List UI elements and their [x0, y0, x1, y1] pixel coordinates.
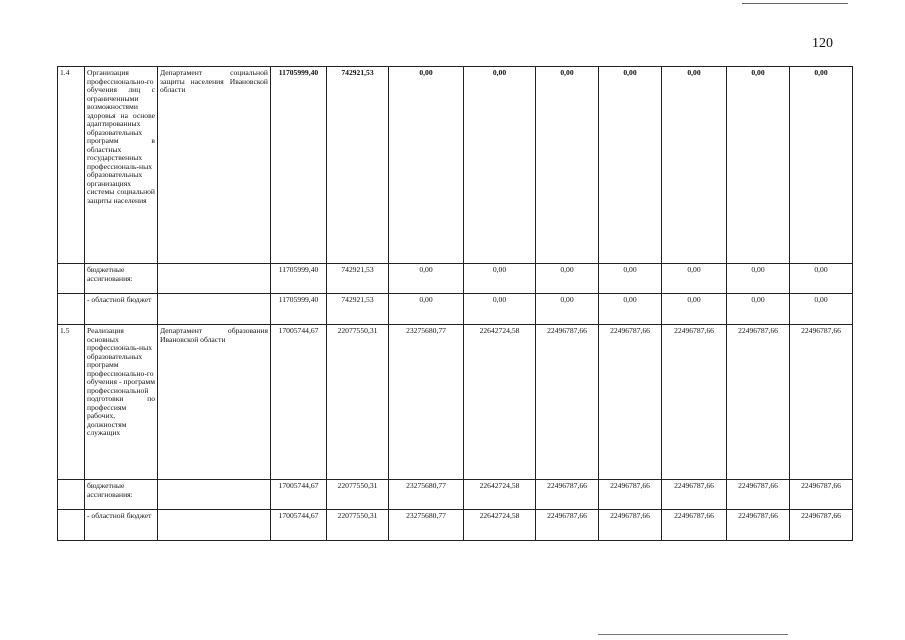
value-cell: 22496787,66 — [536, 480, 599, 510]
row-number: 1.5 — [58, 325, 85, 480]
value-cell: 0,00 — [727, 264, 790, 294]
value-cell: 0,00 — [536, 294, 599, 325]
value-cell: 0,00 — [662, 294, 727, 325]
value-cell: 0,00 — [790, 294, 853, 325]
table-row — [58, 294, 853, 325]
table-row — [58, 264, 853, 294]
value-cell: 0,00 — [727, 67, 790, 264]
value-cell: 11705999,40 — [271, 67, 327, 264]
row-number — [58, 510, 85, 541]
value-cell: 23275680,77 — [389, 325, 464, 480]
value-cell: 22496787,66 — [790, 325, 853, 480]
value-cell: 0,00 — [536, 264, 599, 294]
table-row — [58, 480, 853, 510]
value-cell: 22496787,66 — [599, 510, 662, 541]
top-rule — [742, 3, 848, 4]
value-cell: 0,00 — [389, 294, 464, 325]
value-cell: 0,00 — [464, 264, 536, 294]
value-cell: 742921,53 — [327, 294, 389, 325]
value-cell: 0,00 — [790, 67, 853, 264]
value-cell: 742921,53 — [327, 264, 389, 294]
value-cell: 0,00 — [536, 67, 599, 264]
value-cell: 0,00 — [727, 294, 790, 325]
activity-name: бюджетные ассигнования: — [85, 264, 158, 294]
value-cell: 22496787,66 — [662, 480, 727, 510]
value-cell: 22496787,66 — [662, 325, 727, 480]
activity-name: - областной бюджет — [85, 510, 158, 541]
value-cell: 0,00 — [662, 67, 727, 264]
value-cell: 0,00 — [464, 294, 536, 325]
executor: Департамент образования Ивановской области — [158, 325, 271, 480]
value-cell: 0,00 — [464, 67, 536, 264]
value-cell: 23275680,77 — [389, 480, 464, 510]
activity-name: бюджетные ассигнования: — [85, 480, 158, 510]
row-number — [58, 480, 85, 510]
value-cell: 22496787,66 — [536, 510, 599, 541]
value-cell: 17005744,67 — [271, 480, 327, 510]
page-number: 120 — [812, 36, 833, 51]
row-number — [58, 264, 85, 294]
value-cell: 22077550,31 — [327, 325, 389, 480]
executor — [158, 264, 271, 294]
table-row — [58, 510, 853, 541]
executor: Департамент социальной защиты населения Ивановской области — [158, 67, 271, 264]
value-cell: 22642724,58 — [464, 325, 536, 480]
table-row — [58, 325, 853, 480]
activity-name: - областной бюджет — [85, 294, 158, 325]
value-cell: 0,00 — [389, 67, 464, 264]
executor — [158, 510, 271, 541]
value-cell: 23275680,77 — [389, 510, 464, 541]
value-cell: 22496787,66 — [727, 510, 790, 541]
row-number: 1.4 — [58, 67, 85, 264]
value-cell: 22496787,66 — [536, 325, 599, 480]
value-cell: 0,00 — [599, 67, 662, 264]
value-cell: 11705999,40 — [271, 264, 327, 294]
value-cell: 22496787,66 — [727, 325, 790, 480]
value-cell: 22077550,31 — [327, 480, 389, 510]
value-cell: 22077550,31 — [327, 510, 389, 541]
row-number — [58, 294, 85, 325]
value-cell: 0,00 — [599, 294, 662, 325]
activity-name: Организация профессионально-го обучения лиц с ограниченными возможностями здоровья на основе адаптированных образовательных программ в областных государственных профессиональ-ных образовательных организациях системы социальной защиты населения — [85, 67, 158, 264]
value-cell: 22496787,66 — [790, 480, 853, 510]
bottom-rule — [598, 634, 788, 635]
executor — [158, 480, 271, 510]
value-cell: 0,00 — [790, 264, 853, 294]
value-cell: 0,00 — [389, 264, 464, 294]
value-cell: 22642724,58 — [464, 510, 536, 541]
value-cell: 22496787,66 — [599, 480, 662, 510]
executor — [158, 294, 271, 325]
value-cell: 22496787,66 — [790, 510, 853, 541]
value-cell: 0,00 — [599, 264, 662, 294]
value-cell: 11705999,40 — [271, 294, 327, 325]
value-cell: 22496787,66 — [599, 325, 662, 480]
value-cell: 17005744,67 — [271, 325, 327, 480]
value-cell: 17005744,67 — [271, 510, 327, 541]
activity-name: Реализация основных профессиональ-ных образовательных программ профессионально-го обучения - программ профессиональной подготовки по профессиям рабочих, должностям служащих — [85, 325, 158, 480]
budget-table — [57, 66, 853, 541]
table-row — [58, 67, 853, 264]
value-cell: 22496787,66 — [662, 510, 727, 541]
value-cell: 22642724,58 — [464, 480, 536, 510]
value-cell: 22496787,66 — [727, 480, 790, 510]
value-cell: 742921,53 — [327, 67, 389, 264]
value-cell: 0,00 — [662, 264, 727, 294]
